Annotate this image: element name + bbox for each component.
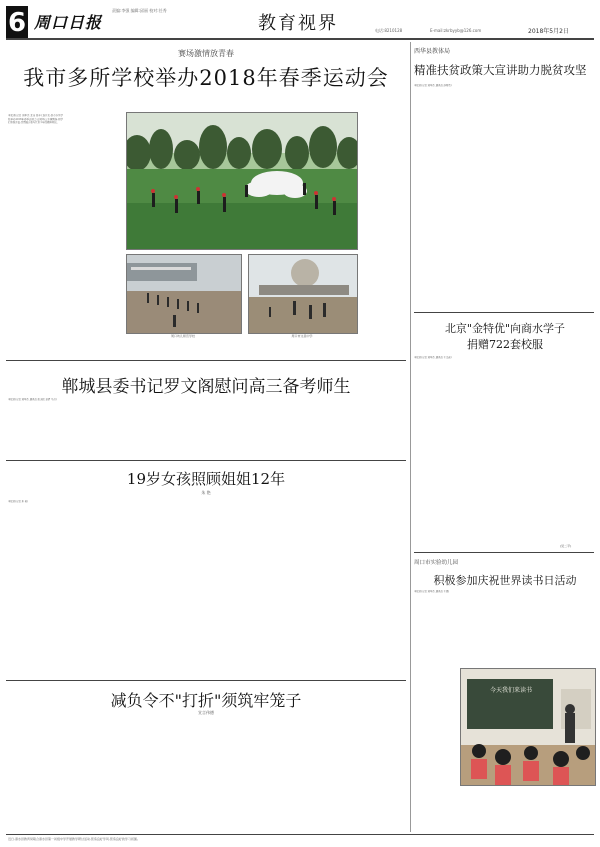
girl-author: 朱 艳 (201, 490, 211, 495)
right-bottom-headline: 积极参加庆祝世界读书日活动 (433, 574, 577, 587)
photo-sports-stadium-image (249, 255, 357, 333)
phone: 电话:8210128 (375, 28, 403, 33)
section-title: 教育视界 (258, 13, 338, 34)
visit-body: 本报讯(记者 刘华杰 通讯员 张永政 卓倩 马月) (8, 398, 57, 401)
footer-rule (6, 834, 594, 835)
footer-note: 近日,商水县教育局联合商水县第一初级中学开展教学研讨活动,营造良好学风,营造良好的学习氛围。 (8, 837, 140, 841)
right-mid-signoff: (吴二平) (560, 544, 572, 548)
visit-divider (6, 460, 406, 461)
blackboard-text: 今天我们来读书 (489, 687, 532, 694)
burden-body (8, 722, 404, 832)
right-mid-headline-1: 北京"金特优"向商水学子 (444, 322, 566, 335)
editor-info: 责编:李强 编辑:邱丽 校对:任秀 (112, 8, 167, 13)
email: E-mail:zkrbyyb@126.com (430, 28, 482, 33)
photo-sports-dance (126, 112, 358, 250)
photo-sports-dance-image (127, 113, 357, 249)
photo-sports-stadium (248, 254, 358, 334)
page-number: 6 (7, 8, 27, 38)
sports-headline: 我市多所学校举办2018年春季运动会 (23, 66, 389, 90)
right-mid-headline-2: 捐赠722套校服 (467, 338, 543, 351)
right-top-body: 本报讯(记者 刘华杰 通讯员 孙明亮) (414, 84, 452, 87)
right-mid-divider (414, 552, 594, 553)
photo-sports-parade (126, 254, 242, 334)
column-divider (410, 42, 411, 832)
right-top-divider (414, 312, 594, 313)
right-bottom-body-lower (414, 668, 456, 784)
paper-name: 周口日报 (34, 13, 103, 32)
right-bottom-kicker: 周口市实验幼儿园 (414, 560, 459, 566)
sports-divider (6, 360, 406, 361)
girl-divider (6, 680, 406, 681)
caption-sports-1: 周口幼儿师范学校 (170, 334, 195, 338)
caption-sports-2: 周口市文昌中学 (291, 334, 313, 338)
sports-body-col-1: 本报讯(记者 刘华杰 龙涛 张丰) 连日来,我市多所学校举办2018年春季运动会,运动场上彩旗飘扬,同学们青春洋溢,尽情展示着当代青少年的精神风貌。 (8, 114, 63, 125)
right-mid-body: 本报讯(记者 刘华杰 通讯员 王文森) (414, 356, 452, 359)
right-bottom-body: 本报讯(记者 刘华杰 通讯员 王德) (414, 590, 450, 593)
sports-kicker: 赛场激情放青春 (178, 49, 234, 58)
burden-headline: 减负令不"打折"须筑牢笼子 (110, 691, 302, 710)
visit-headline: 郸城县委书记罗文阁慰问高三备考师生 (61, 377, 351, 397)
right-top-kicker: 西华县教体局 (414, 48, 451, 55)
sports-body-col-2 (66, 114, 121, 356)
issue-date: 2018年5月2日 (528, 28, 569, 35)
masthead-rule (6, 38, 594, 40)
right-top-headline: 精准扶贫政策大宣讲助力脱贫攻坚 (414, 63, 587, 77)
girl-headline: 19岁女孩照顾姐姐12年 (126, 470, 286, 488)
photo-classroom (460, 668, 596, 786)
girl-body: 本报讯(记者 朱 艳) (8, 500, 29, 503)
burden-author: 宣言伟德 (198, 710, 214, 715)
photo-sports-parade-image (127, 255, 241, 333)
